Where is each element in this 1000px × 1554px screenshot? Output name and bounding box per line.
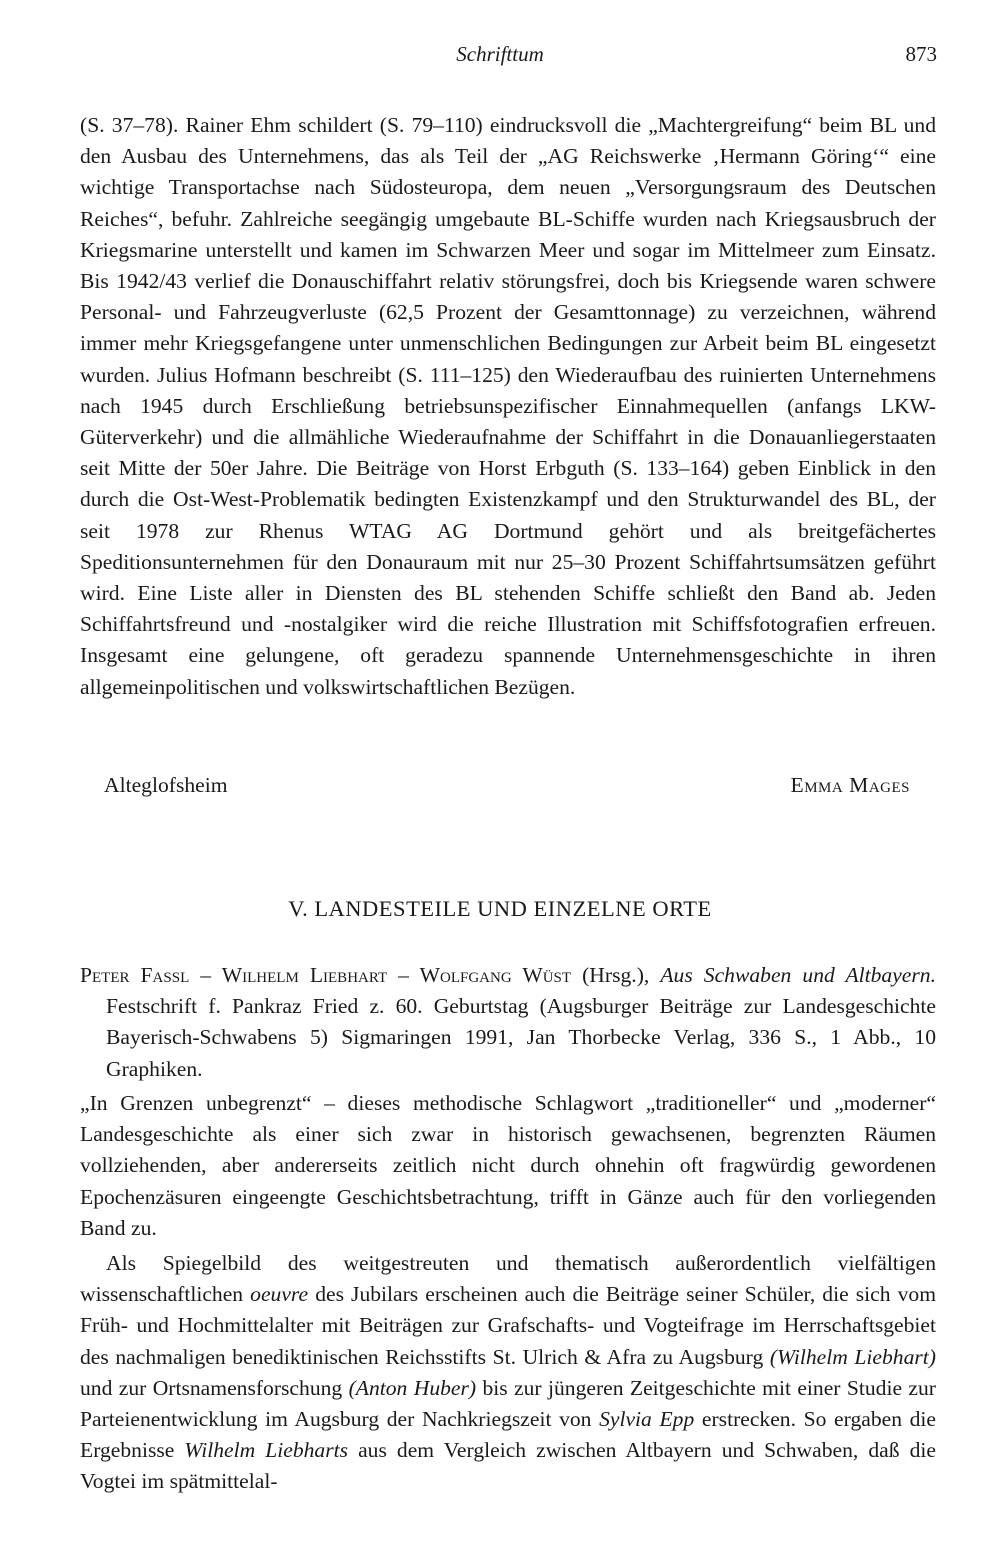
page-number: 873 xyxy=(905,42,937,66)
bib-hrsg: (Hrsg.), xyxy=(571,963,661,987)
review-signature xyxy=(80,770,910,801)
section-heading: V. LANDESTEILE UND EINZELNE ORTE xyxy=(288,896,712,921)
review-paragraph: (S. 37–78). Rainer Ehm schildert (S. 79–110) eindrucksvoll die „Machtergreifung“ beim BL und den Ausbau des Unternehmens, das als Teil der „AG Reichswerke ‚Hermann Göring‘“ eine wichtige Transportachse nach Südosteuropa, dem neuen „Versorgungsraum des Deutschen Reiches“, befuhr. Zahlreiche seegängig umgebaute BL-Schiffe wurden nach Kriegsausbruch der Kriegsmarine unterstellt und kamen im Schwarzen Meer und sogar im Mittelmeer zum Einsatz. Bis 1942/43 verlief die Donauschiffahrt relativ störungsfrei, doch bis Kriegsende waren schwere Personal- und Fahrzeugverluste (62,5 Prozent der Gesamttonnage) zu verzeichnen, während immer mehr Kriegsgefangene unter unmenschlichen Bedingungen zur Arbeit beim BL eingesetzt wurden. Julius Hofmann beschreibt (S. 111–125) den Wiederaufbau des ruinierten Unternehmens nach 1945 durch Erschließung betriebsunspezifischer Einnahmequellen (anfangs LKW-Güterverkehr) und die allmähliche Wiederaufnahme der Schiffahrt in die Donauanliegerstaaten seit Mitte der 50er Jahre. Die Beiträge von Horst Erbguth (S. 133–164) geben Einblick in den durch die Ost-West-Problematik bedingten Existenzkampf und den Strukturwandel des BL, der seit 1978 zur Rhenus WTAG AG Dortmund gehört und als breitgefächertes Speditionsunternehmen für den Donauraum mit nur 25–30 Prozent Schiffahrtsumsätzen geführt wird. Eine Liste aller in Diensten des BL stehenden Schiffe schließt den Band ab. Jeden Schiffahrtsfreund und -nostalgiker wird die reiche Illustration mit Schiffsfotografien erfreuen. Insgesamt eine gelungene, oft geradezu spannende Unternehmensgeschichte in ihren allgemeinpolitischen und volkswirtschaftlichen Bezügen. xyxy=(80,113,936,699)
review-paragraph: „In Grenzen unbegrenzt“ – dieses methodische Schlagwort „traditioneller“ und „moderner“ Landesgeschichte als einer sich zwar in historisch gewachsenen, begrenzten Räumen vollziehenden, aber andererseits zeitlich nicht durch ohnehin oft fragwürdig gewordenen Epochenzäsuren eingeengte Geschichtsbetrachtung, trifft in Gänze auch für den vorliegenden Band zu. xyxy=(80,1091,936,1240)
text-run: des Jubilars erscheinen auch die Beiträge seiner Schüler, die sich vom Früh- und Hochmittelalter mit Beiträgen zur Grafschafts- und Vogteifrage im Herrschaftsgebiet des nachmaligen benediktinischen Reichsstifts St. Ulrich & Afra zu Augsburg xyxy=(80,1282,936,1369)
bibliographic-entry xyxy=(80,960,936,1085)
italic-term: oeuvre xyxy=(250,1282,309,1307)
text-run: bis zur jüngeren Zeitgeschichte mit einer Studie zur Parteienentwicklung im Augsburg der Nachkriegszeit von xyxy=(80,1375,936,1432)
review-paragraph xyxy=(80,1248,936,1498)
running-head-title: Schrifttum xyxy=(456,42,544,66)
text-run: aus dem Vergleich zwischen Altbayern und Schwaben, daß die Vogtei im spätmittelal- xyxy=(80,1438,936,1494)
text-run: Als Spiegelbild des weitgestreuten und thematisch außerordentlich vielfältigen wissenschaftlichen xyxy=(80,1251,936,1307)
author-name: (Anton Huber) xyxy=(348,1375,477,1400)
author-name: Sylvia Epp xyxy=(599,1407,695,1432)
author-name: Wilhelm Liebharts xyxy=(184,1438,349,1463)
author-name: (Wilhelm Liebhart) xyxy=(769,1344,936,1369)
signature-place: Alteglofsheim xyxy=(104,773,228,797)
bib-title: Aus Schwaben und Altbayern. xyxy=(660,963,936,987)
text-run: erstrecken. So ergaben die Ergebnisse xyxy=(80,1407,937,1463)
signature-author: Emma Mages xyxy=(790,773,910,797)
bib-editors: Peter Fassl – Wilhelm Liebhart – Wolfgang Wüst xyxy=(80,963,572,987)
bib-details: Festschrift f. Pankraz Fried z. 60. Geburtstag (Augsburger Beiträge zur Landesgeschichte Bayerisch-Schwabens 5) Sigmaringen 1991, Jan Thorbecke Verlag, 336 S., 1 Abb., 10 Graphiken. xyxy=(106,994,936,1081)
running-head xyxy=(0,42,1000,76)
text-run: und zur Ortsnamensforschung xyxy=(80,1375,349,1400)
